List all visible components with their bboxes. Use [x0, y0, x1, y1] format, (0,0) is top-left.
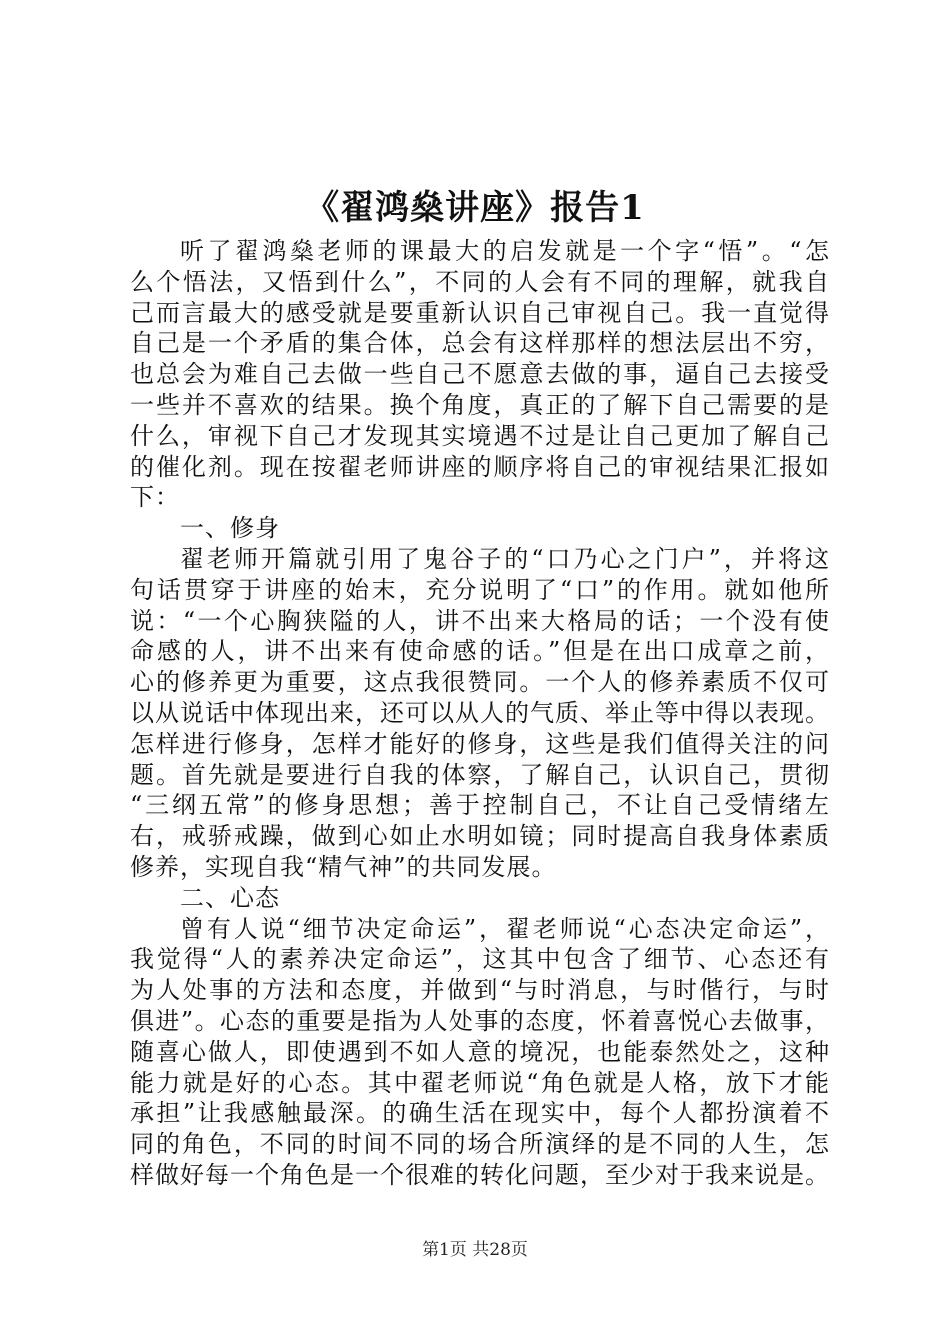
page-footer: 第1页 共28页	[422, 1240, 528, 1260]
text-line: 句话贯穿于讲座的始末，充分说明了“口”的作用。就如他所	[130, 575, 830, 604]
text-line: 随喜心做人，即使遇到不如人意的境况，也能泰然处之，这种	[130, 1037, 830, 1066]
text-line: 二、心态	[180, 883, 280, 912]
text-line: 心的修养更为重要，这点我很赞同。一个人的修养素质不仅可	[130, 668, 830, 697]
document-title: 《翟鸿燊讲座》报告1	[305, 188, 645, 228]
text-line: 我觉得“人的素养决定命运”，这其中包含了细节、心态还有	[130, 945, 830, 974]
text-line: 承担”让我感触最深。的确生活在现实中，每个人都扮演着不	[130, 1099, 830, 1128]
text-line: 曾有人说“细节决定命运”，翟老师说“心态决定命运”，	[180, 914, 830, 943]
text-line: 也总会为难自己去做一些自己不愿意去做的事，逼自己去接受	[130, 360, 830, 389]
text-line: 么个悟法，又悟到什么”，不同的人会有不同的理解，就我自	[130, 267, 830, 296]
text-line: 自己是一个矛盾的集合体，总会有这样那样的想法层出不穷，	[130, 329, 830, 358]
text-line: 修养，实现自我“精气神”的共同发展。	[130, 852, 557, 881]
text-line: 翟老师开篇就引用了鬼谷子的“口乃心之门户”，并将这	[180, 544, 830, 573]
text-line: 样做好每一个角色是一个很难的转化问题，至少对于我来说是。	[130, 1160, 830, 1189]
text-line: 听了翟鸿燊老师的课最大的启发就是一个字“悟”。“怎	[180, 237, 830, 265]
text-line: 同的角色，不同的时间不同的场合所演绎的是不同的人生，怎	[130, 1130, 830, 1159]
text-line: 一、修身	[180, 514, 280, 543]
document-body	[130, 236, 830, 1191]
text-line: 说：“一个心胸狭隘的人，讲不出来大格局的话；一个没有使	[130, 606, 830, 635]
text-line: 己而言最大的感受就是要重新认识自己审视自己。我一直觉得	[130, 298, 830, 327]
text-line: 的催化剂。现在按翟老师讲座的顺序将自己的审视结果汇报如	[130, 452, 830, 481]
text-line: 下：	[130, 483, 180, 512]
text-line: 能力就是好的心态。其中翟老师说“角色就是人格，放下才能	[130, 1068, 830, 1097]
text-line: 以从说话中体现出来，还可以从人的气质、举止等中得以表现。	[130, 698, 830, 727]
text-line: 为人处事的方法和态度，并做到“与时消息，与时偕行，与时	[130, 976, 830, 1005]
text-line: 题。首先就是要进行自我的体察，了解自己，认识自己，贯彻	[130, 760, 830, 789]
text-line: 右，戒骄戒躁，做到心如止水明如镜；同时提高自我身体素质	[130, 822, 830, 851]
text-line: 命感的人，讲不出来有使命感的话。”但是在出口成章之前，	[130, 637, 830, 666]
text-line: 怎样进行修身，怎样才能好的修身，这些是我们值得关注的问	[130, 729, 830, 758]
text-line: 俱进”。心态的重要是指为人处事的态度，怀着喜悦心去做事，	[130, 1006, 830, 1035]
text-line: “三纲五常”的修身思想；善于控制自己，不让自己受情绪左	[130, 791, 830, 820]
text-line: 一些并不喜欢的结果。换个角度，真正的了解下自己需要的是	[130, 390, 830, 419]
text-line: 什么，审视下自己才发现其实境遇不过是让自己更加了解自己	[130, 421, 830, 450]
